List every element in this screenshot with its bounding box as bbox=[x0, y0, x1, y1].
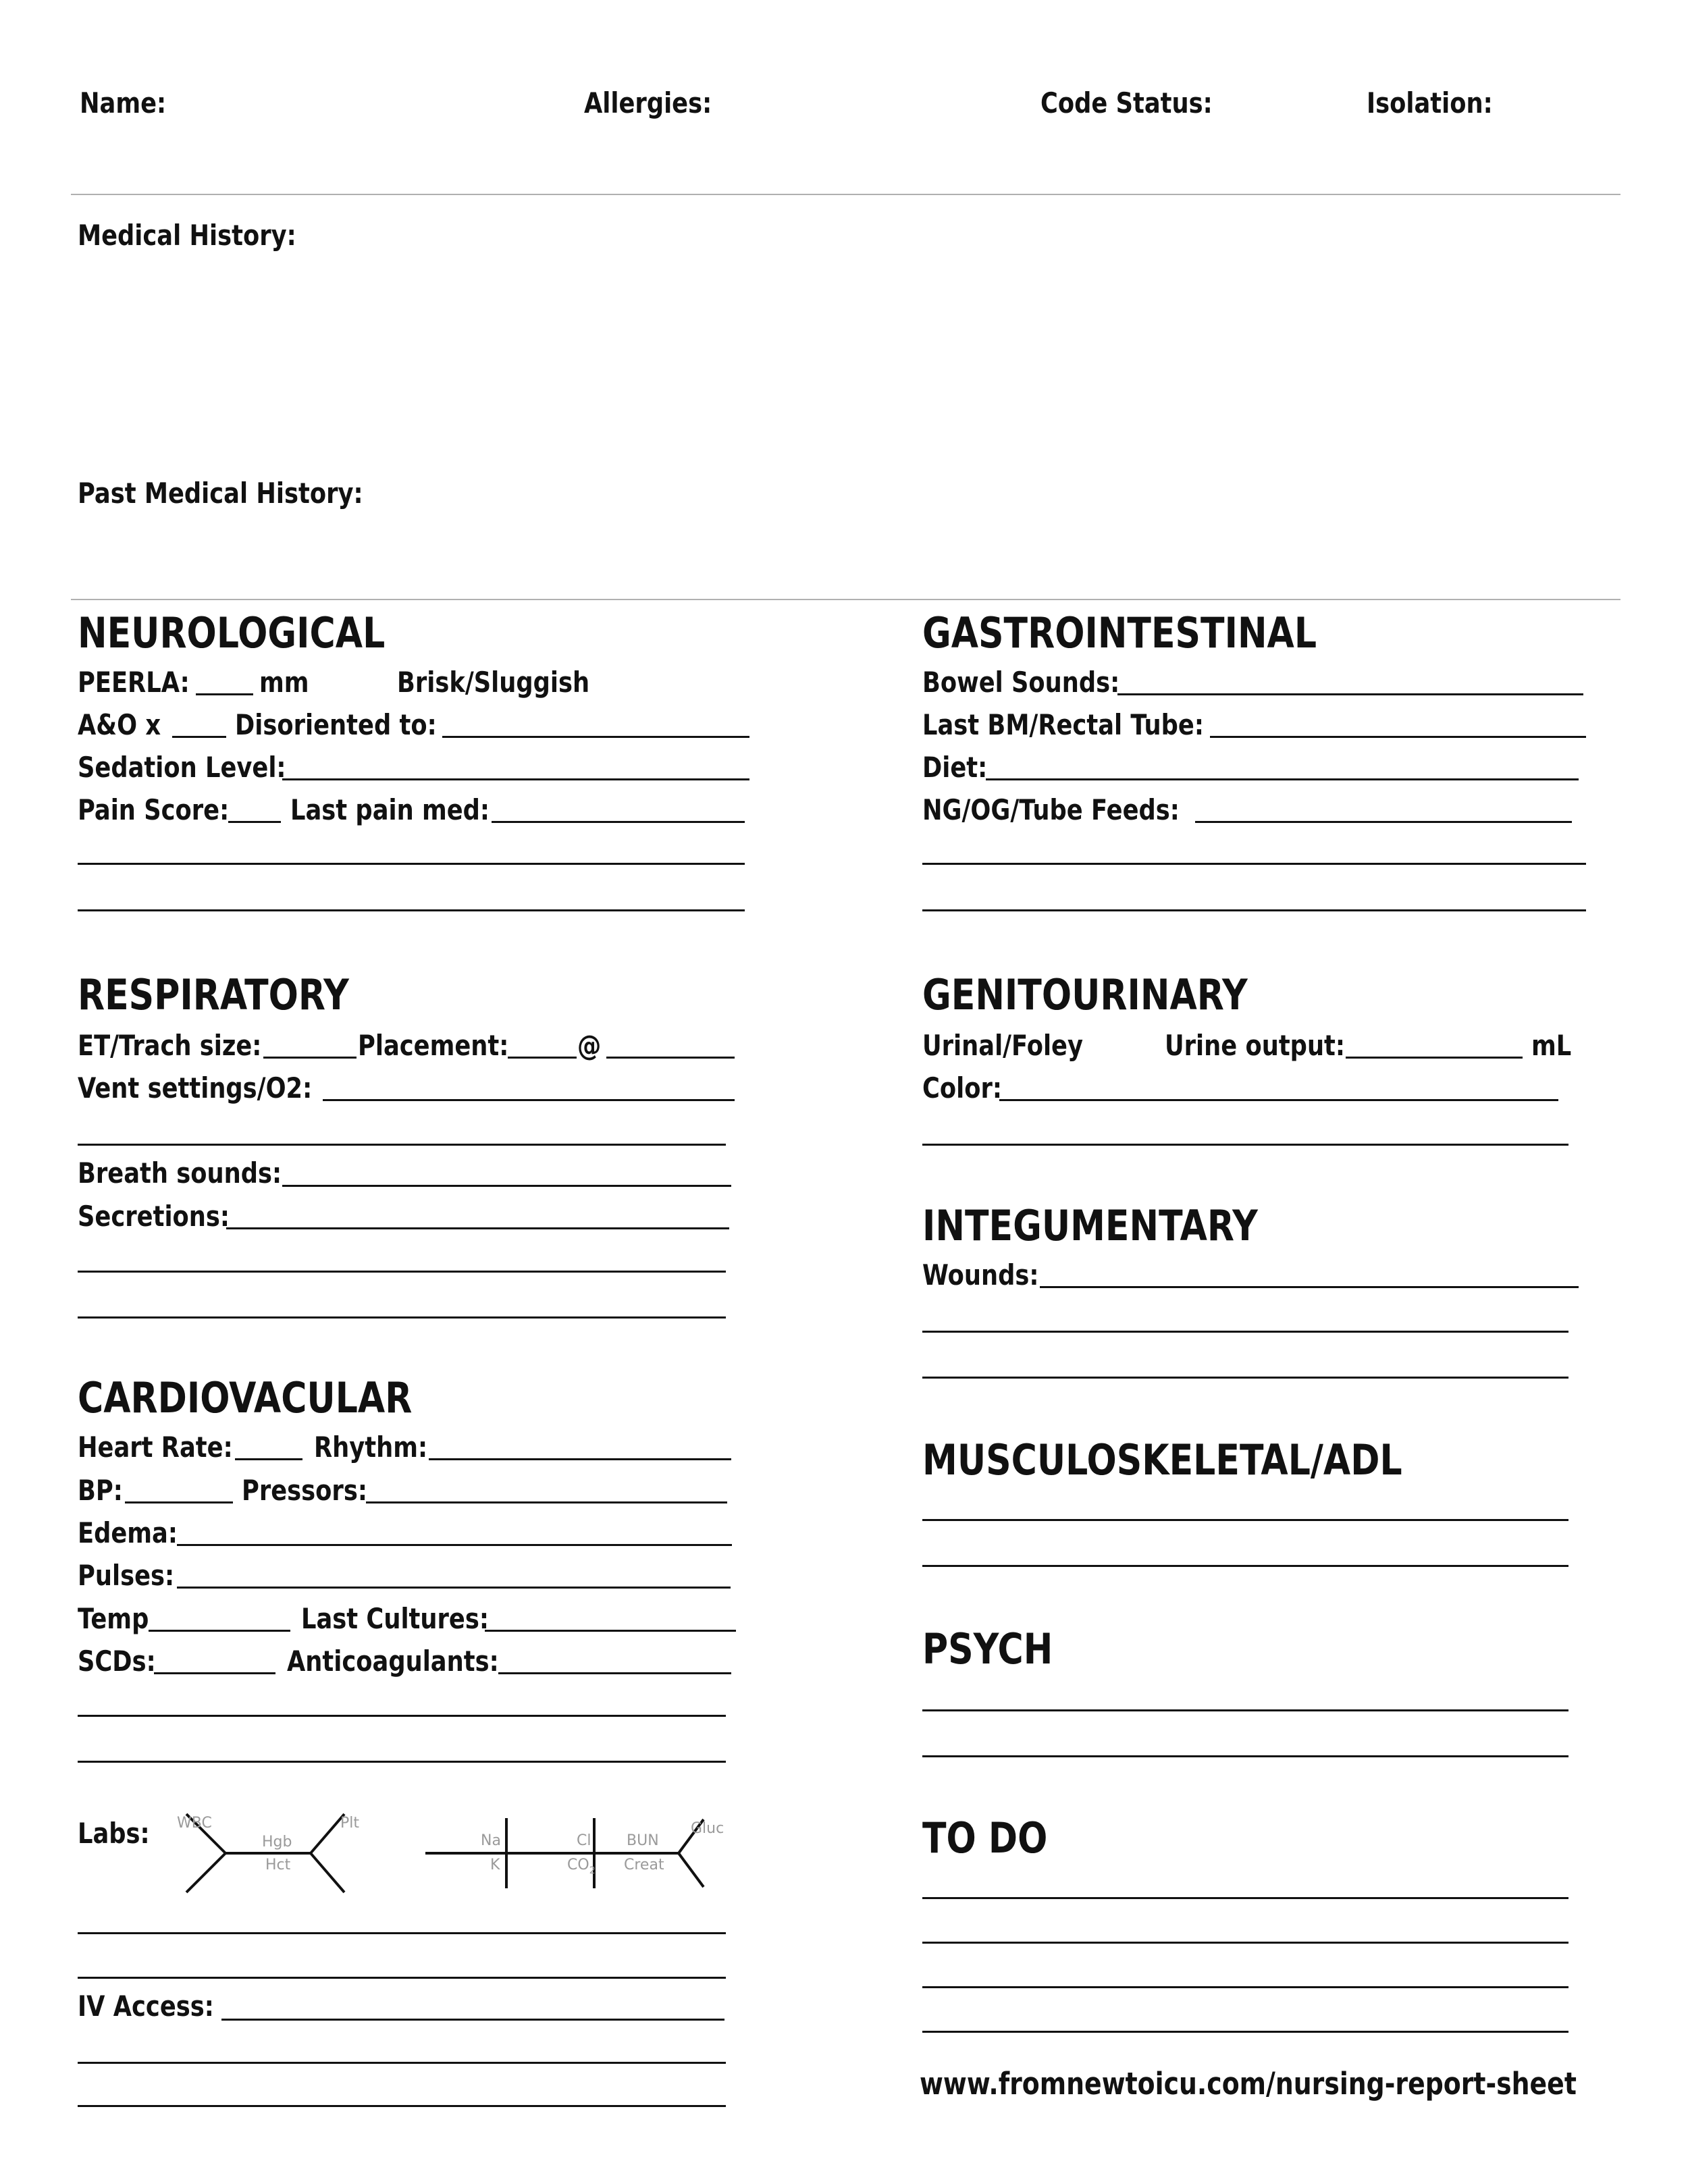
anticoagulants-field[interactable] bbox=[498, 1672, 731, 1674]
last-pain-med-label: Last pain med: bbox=[290, 793, 490, 826]
neurological-heading: NEUROLOGICAL bbox=[78, 608, 386, 658]
mm-label: mm bbox=[259, 666, 309, 699]
heart-rate-label: Heart Rate: bbox=[78, 1431, 233, 1464]
gu-notes-line[interactable] bbox=[922, 1144, 1568, 1146]
hct-label: Hct bbox=[265, 1857, 291, 1873]
ao-label: A&O x bbox=[78, 708, 161, 741]
wounds-field[interactable] bbox=[1040, 1286, 1579, 1288]
temp-label: Temp bbox=[78, 1602, 149, 1635]
code-status-label: Code Status: bbox=[1040, 86, 1213, 119]
header-divider bbox=[71, 194, 1620, 195]
color-label: Color: bbox=[922, 1071, 1002, 1104]
labs-label: Labs: bbox=[78, 1817, 150, 1850]
todo-line[interactable] bbox=[922, 1942, 1568, 1944]
psych-notes-line[interactable] bbox=[922, 1755, 1568, 1757]
last-pain-med-field[interactable] bbox=[492, 821, 745, 823]
na-label: Na bbox=[481, 1832, 501, 1849]
plt-label: Plt bbox=[340, 1815, 360, 1832]
resp-notes-line[interactable] bbox=[78, 1271, 726, 1273]
diet-field[interactable] bbox=[986, 778, 1579, 780]
creat-label: Creat bbox=[624, 1857, 664, 1873]
placement-field[interactable] bbox=[508, 1057, 577, 1059]
et-trach-field[interactable] bbox=[263, 1057, 357, 1059]
placement-depth-field[interactable] bbox=[606, 1057, 735, 1059]
vent-settings-label: Vent settings/O2: bbox=[78, 1071, 313, 1104]
gi-notes-line[interactable] bbox=[922, 909, 1586, 911]
integ-notes-line[interactable] bbox=[922, 1331, 1568, 1333]
labs-notes-line[interactable] bbox=[78, 1932, 726, 1934]
cardiovascular-heading: CARDIOVACULAR bbox=[78, 1373, 413, 1422]
source-url[interactable]: www.fromnewtoicu.com/nursing-report-sheet bbox=[920, 2066, 1577, 2102]
last-bm-field[interactable] bbox=[1210, 736, 1586, 738]
neuro-notes-line[interactable] bbox=[78, 863, 745, 865]
name-label: Name: bbox=[80, 86, 167, 119]
tube-feeds-field[interactable] bbox=[1195, 821, 1572, 823]
iv-notes-line[interactable] bbox=[78, 2062, 726, 2064]
iv-notes-line[interactable] bbox=[78, 2105, 726, 2107]
rhythm-field[interactable] bbox=[429, 1458, 731, 1460]
history-divider bbox=[71, 599, 1620, 600]
pain-score-field[interactable] bbox=[228, 821, 281, 823]
ao-field[interactable] bbox=[172, 736, 226, 738]
breath-sounds-label: Breath sounds: bbox=[78, 1156, 282, 1190]
psych-notes-line[interactable] bbox=[922, 1709, 1568, 1711]
bowel-sounds-label: Bowel Sounds: bbox=[922, 666, 1120, 699]
last-bm-label: Last BM/Rectal Tube: bbox=[922, 708, 1204, 741]
todo-line[interactable] bbox=[922, 2031, 1568, 2033]
edema-label: Edema: bbox=[78, 1516, 178, 1549]
sedation-label: Sedation Level: bbox=[78, 751, 286, 784]
iv-access-label: IV Access: bbox=[78, 1990, 214, 2023]
sedation-field[interactable] bbox=[282, 778, 749, 780]
gi-notes-line[interactable] bbox=[922, 863, 1586, 865]
resp-notes-line[interactable] bbox=[78, 1316, 726, 1319]
anticoagulants-label: Anticoagulants: bbox=[287, 1645, 499, 1678]
last-cultures-label: Last Cultures: bbox=[301, 1602, 489, 1635]
co2-label: $CO_2$ bbox=[567, 1857, 596, 1876]
rhythm-label: Rhythm: bbox=[314, 1431, 428, 1464]
bp-label: BP: bbox=[78, 1474, 123, 1507]
msk-notes-line[interactable] bbox=[922, 1565, 1568, 1567]
medical-history-label: Medical History: bbox=[78, 219, 296, 252]
brisk-sluggish-label: Brisk/Sluggish bbox=[397, 666, 590, 699]
placement-label: Placement: bbox=[358, 1029, 509, 1062]
scds-field[interactable] bbox=[154, 1672, 275, 1674]
pressors-label: Pressors: bbox=[242, 1474, 367, 1507]
todo-line[interactable] bbox=[922, 1986, 1568, 1988]
cardio-notes-line[interactable] bbox=[78, 1761, 726, 1763]
breath-sounds-field[interactable] bbox=[282, 1185, 731, 1187]
resp-notes-line[interactable] bbox=[78, 1144, 726, 1146]
wounds-label: Wounds: bbox=[922, 1258, 1039, 1291]
pulses-field[interactable] bbox=[177, 1587, 731, 1589]
edema-field[interactable] bbox=[177, 1544, 732, 1546]
lab-fishbone-diagrams bbox=[176, 1799, 729, 1907]
disoriented-label: Disoriented to: bbox=[235, 708, 437, 741]
integumentary-heading: INTEGUMENTARY bbox=[922, 1201, 1258, 1250]
urine-output-label: Urine output: bbox=[1165, 1029, 1346, 1062]
pulses-label: Pulses: bbox=[78, 1559, 175, 1592]
musculoskeletal-heading: MUSCULOSKELETAL/ADL bbox=[922, 1435, 1402, 1485]
temp-field[interactable] bbox=[149, 1630, 290, 1632]
et-trach-label: ET/Trach size: bbox=[78, 1029, 262, 1062]
secretions-field[interactable] bbox=[226, 1227, 729, 1229]
isolation-label: Isolation: bbox=[1367, 86, 1493, 119]
wbc-label: WBC bbox=[177, 1815, 212, 1832]
integ-notes-line[interactable] bbox=[922, 1377, 1568, 1379]
pressors-field[interactable] bbox=[366, 1501, 727, 1503]
gluc-label: Gluc bbox=[691, 1820, 724, 1837]
heart-rate-field[interactable] bbox=[235, 1458, 302, 1460]
color-field[interactable] bbox=[999, 1099, 1558, 1101]
cardio-notes-line[interactable] bbox=[78, 1715, 726, 1717]
bun-label: BUN bbox=[627, 1832, 659, 1849]
hgb-label: Hgb bbox=[262, 1834, 292, 1850]
bowel-sounds-field[interactable] bbox=[1117, 693, 1583, 695]
peerla-label: PEERLA: bbox=[78, 666, 190, 699]
k-label: K bbox=[490, 1857, 500, 1873]
todo-heading: TO DO bbox=[922, 1813, 1048, 1863]
pain-score-label: Pain Score: bbox=[78, 793, 230, 826]
iv-access-field[interactable] bbox=[221, 2019, 724, 2021]
urine-output-field[interactable] bbox=[1346, 1057, 1523, 1059]
past-medical-history-label: Past Medical History: bbox=[78, 477, 363, 510]
urinal-foley-label: Urinal/Foley bbox=[922, 1029, 1083, 1062]
scds-label: SCDs: bbox=[78, 1645, 156, 1678]
disoriented-field[interactable] bbox=[442, 736, 749, 738]
msk-notes-line[interactable] bbox=[922, 1519, 1568, 1521]
tube-feeds-label: NG/OG/Tube Feeds: bbox=[922, 793, 1180, 826]
neuro-notes-line[interactable] bbox=[78, 909, 745, 911]
gastrointestinal-heading: GASTROINTESTINAL bbox=[922, 608, 1317, 658]
bp-field[interactable] bbox=[125, 1501, 233, 1503]
respiratory-heading: RESPIRATORY bbox=[78, 970, 349, 1019]
bmp-fishbone bbox=[425, 1818, 704, 1888]
vent-settings-field[interactable] bbox=[323, 1099, 735, 1101]
placement-at-label: @ bbox=[577, 1029, 602, 1062]
genitourinary-heading: GENITOURINARY bbox=[922, 970, 1248, 1019]
psych-heading: PSYCH bbox=[922, 1624, 1053, 1674]
last-cultures-field[interactable] bbox=[485, 1630, 736, 1632]
allergies-label: Allergies: bbox=[584, 86, 712, 119]
cl-label: Cl bbox=[577, 1832, 591, 1849]
ml-label: mL bbox=[1531, 1029, 1572, 1062]
todo-line[interactable] bbox=[922, 1897, 1568, 1899]
labs-notes-line[interactable] bbox=[78, 1977, 726, 1979]
diet-label: Diet: bbox=[922, 751, 988, 784]
secretions-label: Secretions: bbox=[78, 1200, 230, 1233]
peerla-field[interactable] bbox=[196, 693, 253, 695]
